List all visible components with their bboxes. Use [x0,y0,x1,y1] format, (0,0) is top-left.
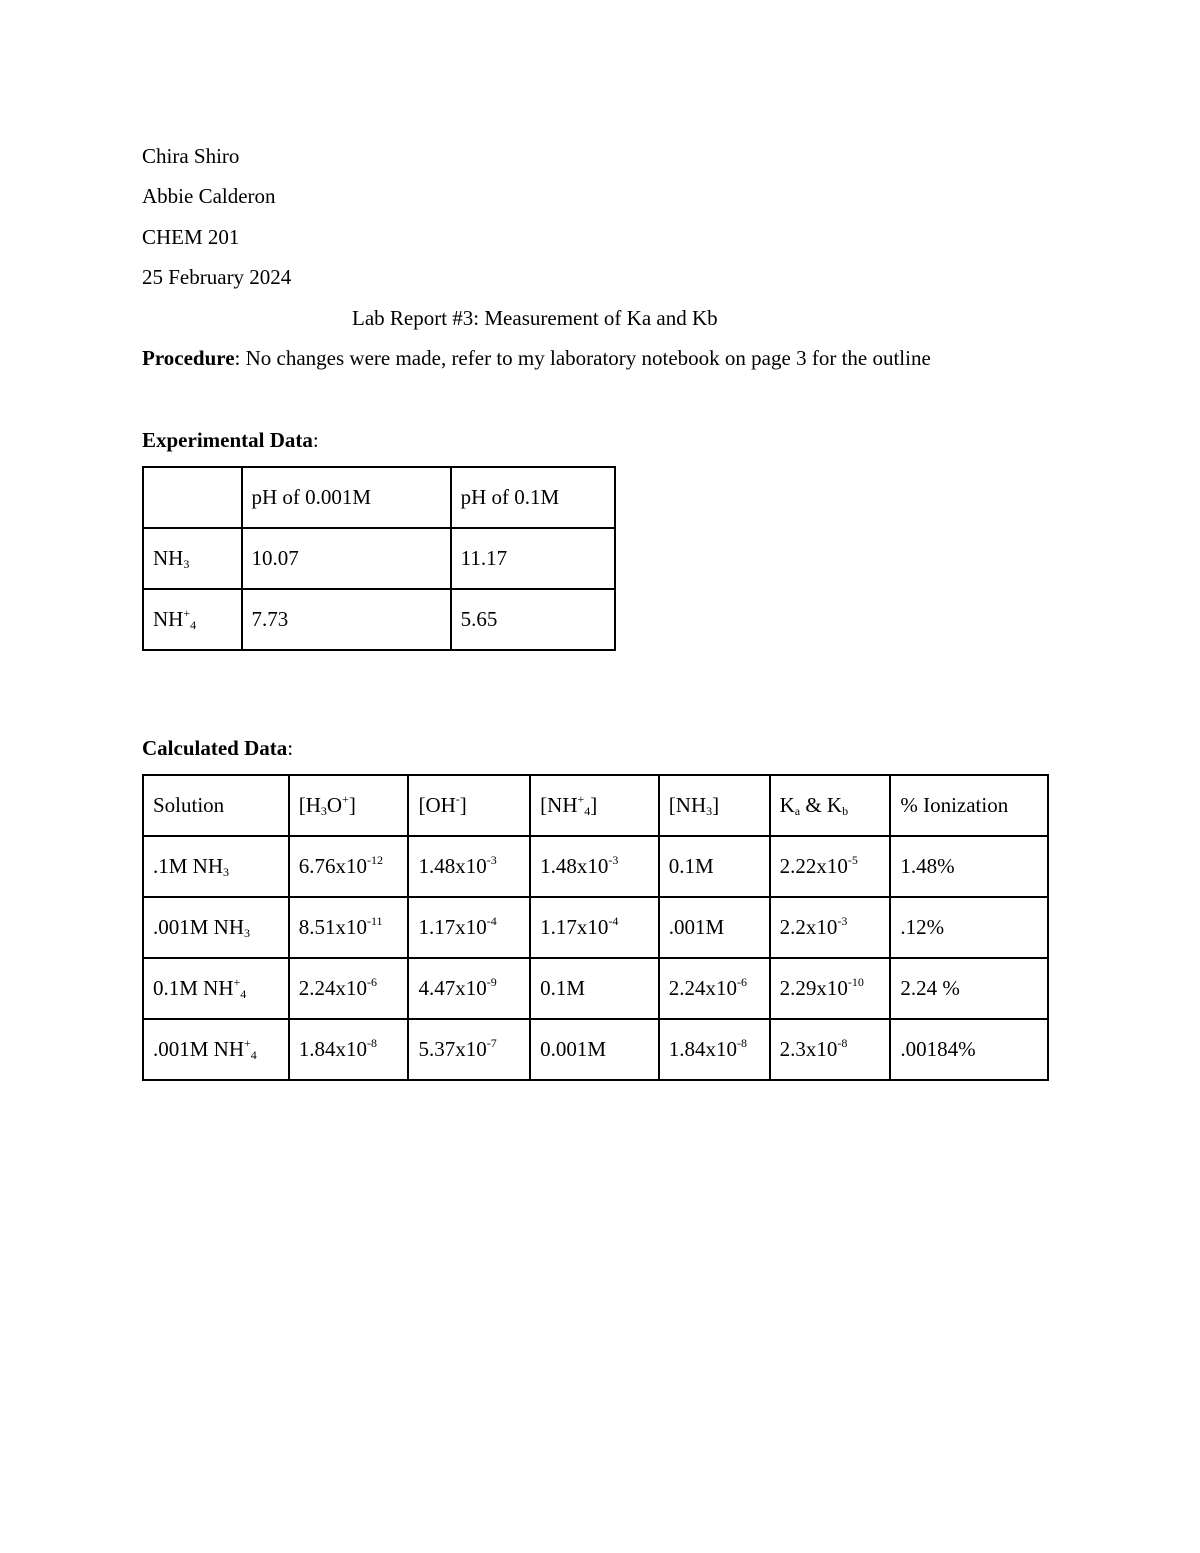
table-cell: $2.22x10^{-5}$ [770,836,891,897]
table-cell: $1.48x10^{-3}$ [408,836,530,897]
species-cell: $NH_3$ [143,528,242,589]
table-cell: 10.07 [242,528,451,589]
calculated-heading: Calculated Data: [142,736,294,760]
experimental-label: Experimental Data [142,428,313,452]
table-cell: 11.17 [451,528,615,589]
calculated-data-table [142,774,1049,1081]
report-date: 25 February 2024 [142,265,292,289]
header-ionization: % Ionization [890,775,1048,836]
procedure-text: : No changes were made, refer to my laboratory notebook on page 3 for the outline [234,346,931,370]
table-cell: $6.76x10^{-12}$ [289,836,409,897]
table-cell: $1.84x10^{-8}$ [289,1019,409,1080]
header-solution: Solution [143,775,289,836]
table-row [143,836,1048,897]
solution-cell: .001M $NH_3$ [143,897,289,958]
table-row [143,528,615,589]
table-cell: $8.51x10^{-11}$ [289,897,409,958]
table-cell: $2.24x10^{-6}$ [659,958,770,1019]
table-cell: $1.48x10^{-3}$ [530,836,659,897]
procedure-label: Procedure [142,346,235,370]
table-header-cell [143,467,242,528]
table-row [143,589,615,650]
table-cell: $5.37x10^{-7}$ [408,1019,530,1080]
table-header-row [143,775,1048,836]
table-cell: $2.24x10^{-6}$ [289,958,409,1019]
student-name: Chira Shiro [142,144,240,168]
header-h3o: $[H_3O^+]$ [289,775,409,836]
table-cell: .12% [890,897,1048,958]
header-nh3: $[NH_3]$ [659,775,770,836]
header-ka-kb: $K_a$ & $K_b$ [770,775,891,836]
calculated-label: Calculated Data [142,736,288,760]
table-cell: 0.1M [659,836,770,897]
header-oh: [OH-] [408,775,530,836]
table-cell: 0.1M [530,958,659,1019]
procedure-paragraph [142,348,931,369]
table-cell: 0.001M [530,1019,659,1080]
partner-name: Abbie Calderon [142,184,276,208]
table-cell: $2.29x10^{-10}$ [770,958,891,1019]
table-cell: .00184% [890,1019,1048,1080]
table-row [143,958,1048,1019]
table-cell: $1.17x10^{-4}$ [408,897,530,958]
experimental-data-table [142,466,616,651]
table-cell: $2.3x10^{-8}$ [770,1019,891,1080]
table-cell: $1.84x10^{-8}$ [659,1019,770,1080]
table-cell: .001M [659,897,770,958]
solution-cell: 0.1M $NH^+_4$ [143,958,289,1019]
table-cell: 5.65 [451,589,615,650]
table-row [143,1019,1048,1080]
solution-cell: .001M $NH^+_4$ [143,1019,289,1080]
table-row [143,897,1048,958]
species-cell: $NH^+_4$ [143,589,242,650]
table-cell: 7.73 [242,589,451,650]
header-nh4: $[NH^+_4]$ [530,775,659,836]
table-cell: 1.48% [890,836,1048,897]
experimental-heading: Experimental Data: [142,428,319,452]
table-cell: 2.24 % [890,958,1048,1019]
report-title: Lab Report #3: Measurement of Ka and Kb [352,306,718,330]
table-cell: $4.47x10^{-9}$ [408,958,530,1019]
table-header-cell: pH of 0.1M [451,467,615,528]
table-cell: $1.17x10^{-4}$ [530,897,659,958]
table-header-cell: pH of 0.001M [242,467,451,528]
course-name: CHEM 201 [142,225,240,249]
table-header-row [143,467,615,528]
solution-cell: .1M $NH_3$ [143,836,289,897]
table-cell: $2.2x10^{-3}$ [770,897,891,958]
